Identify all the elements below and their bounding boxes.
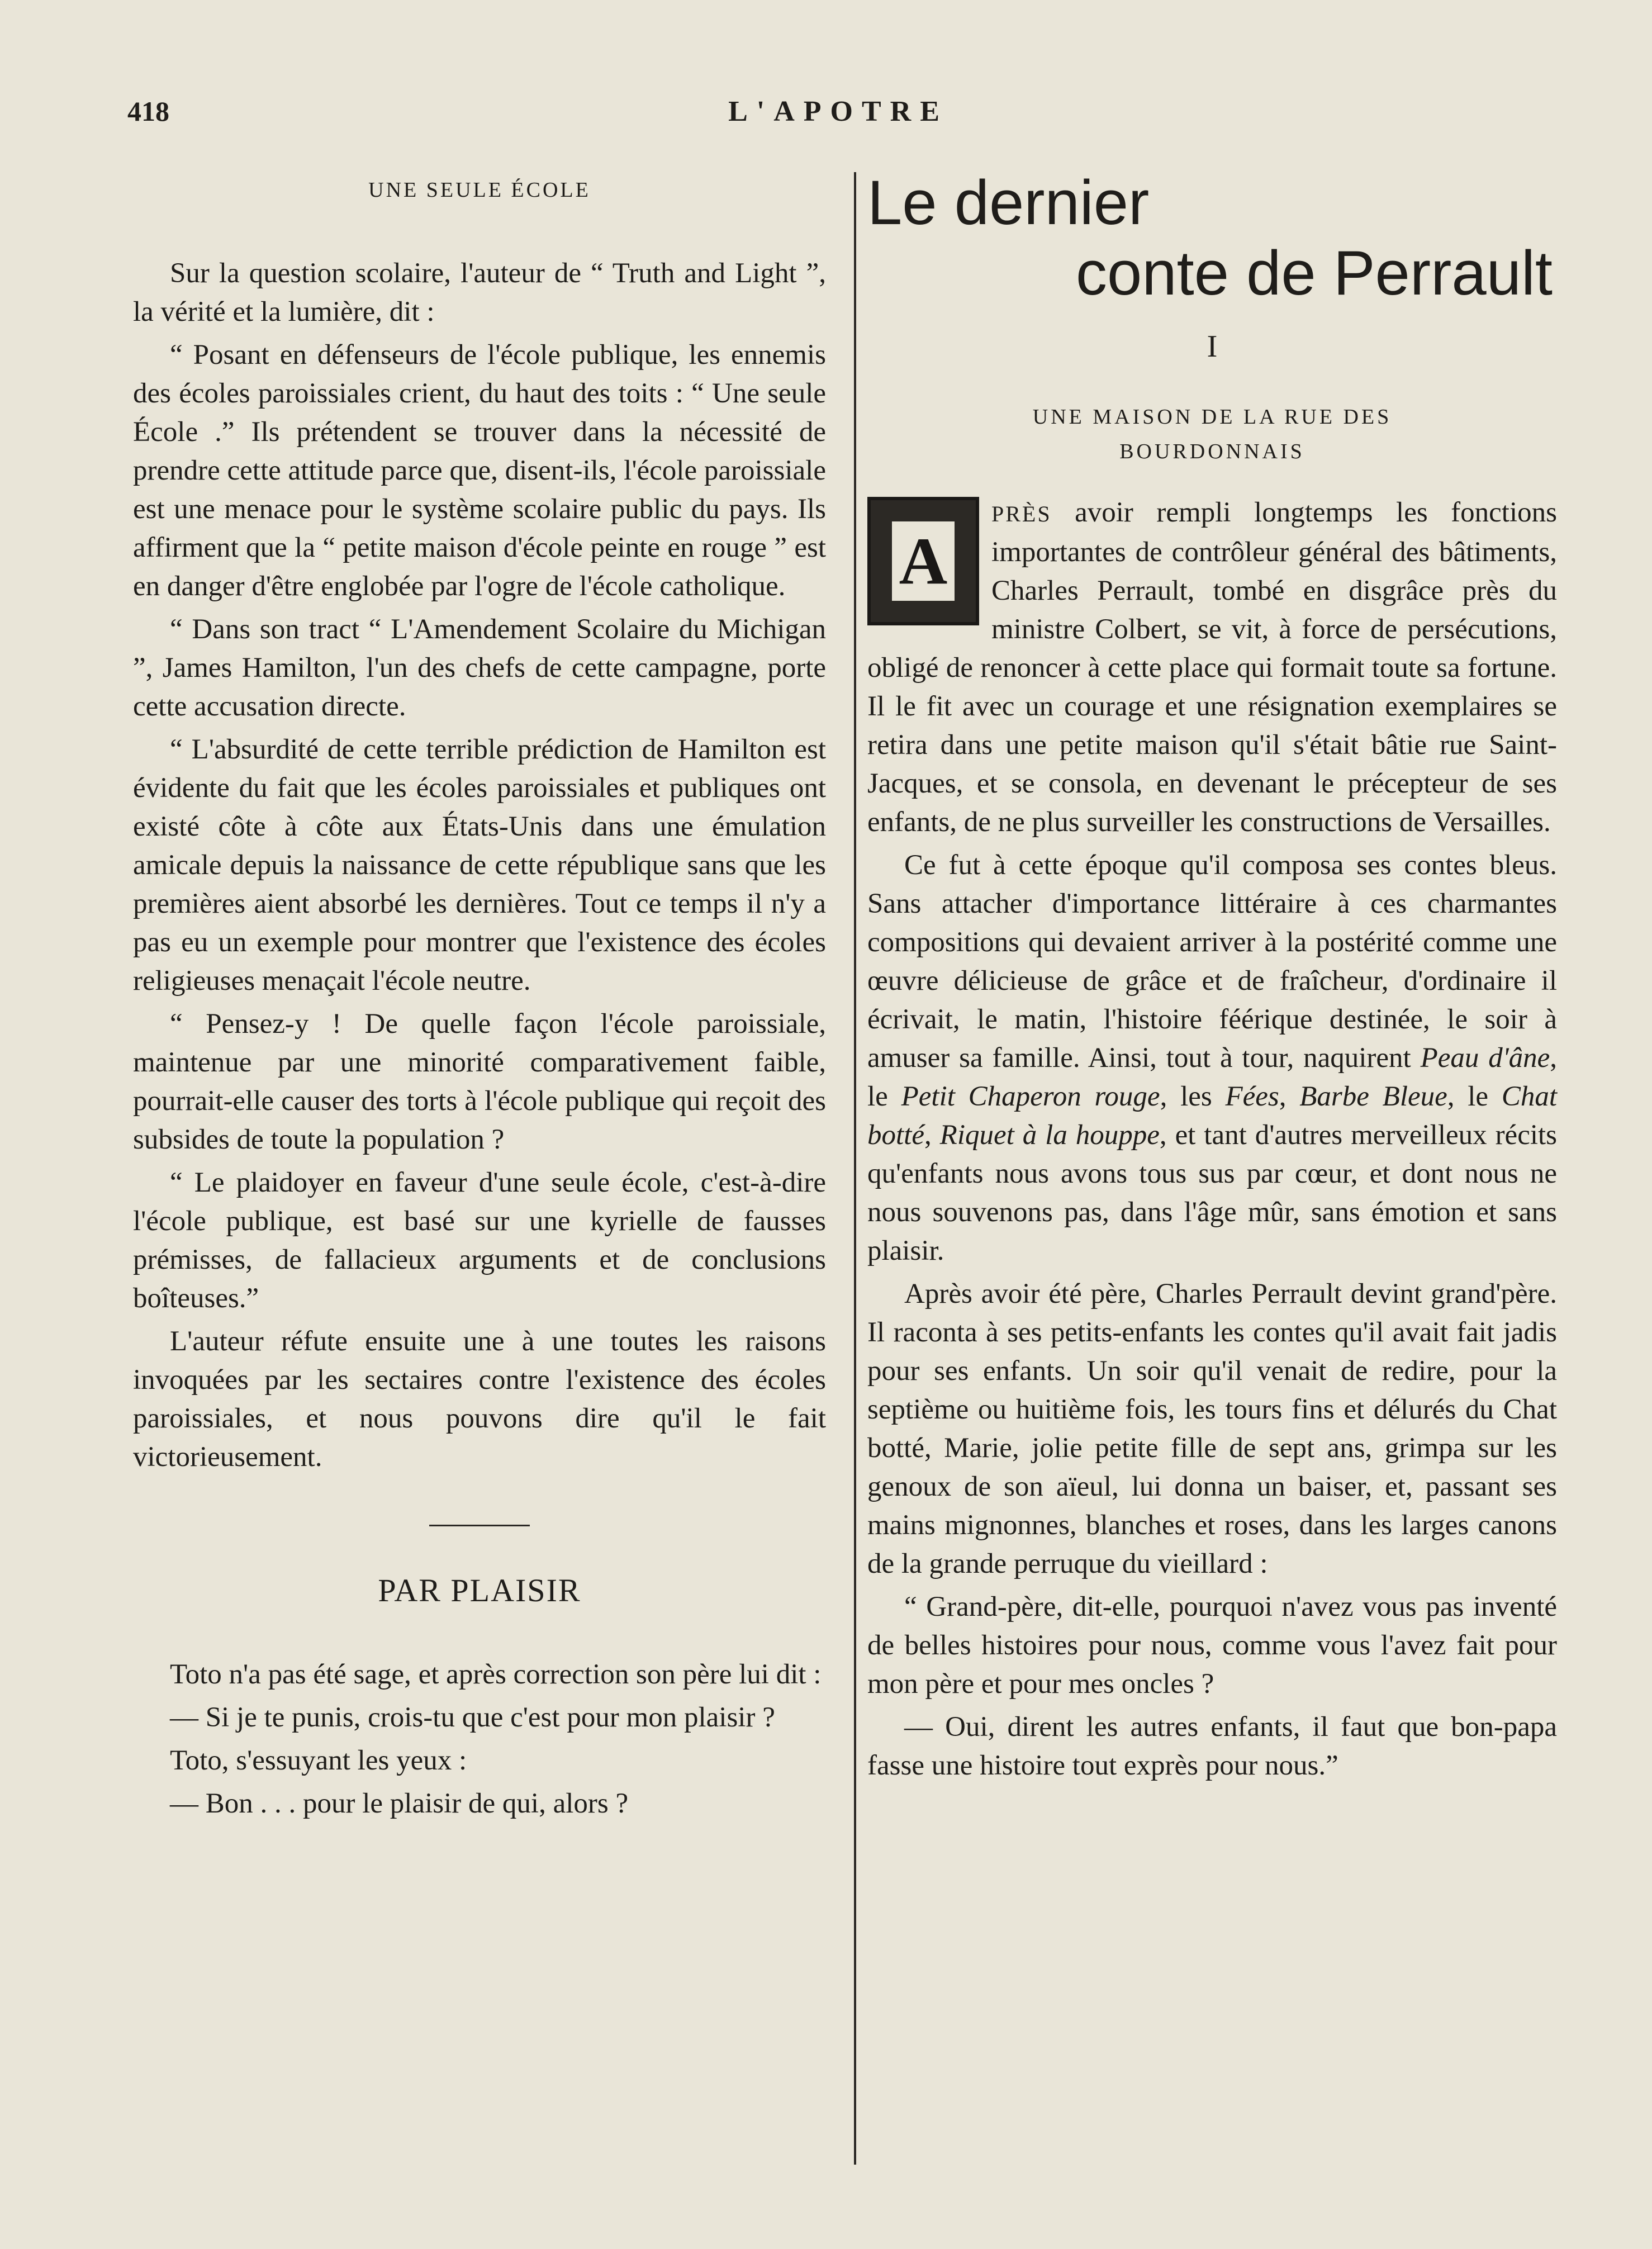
page-number: 418	[127, 96, 169, 127]
chapter-title-line1: UNE MAISON DE LA RUE DES	[1032, 405, 1392, 429]
paragraph: “ Grand-père, dit-elle, pourquoi n'avez vous pas inventé de belles histoires pour nous, comme vous l'avez fait pour mon père et pour mes oncles ?	[867, 1591, 1557, 1700]
paragraph-text: , et tant d'autres merveilleux récits qu'enfants nous avons tous sus par cœur, et dont nous ne nous souvenons pas, dans l'âge mûr, sans émotion et sans plaisir.	[867, 1119, 1558, 1266]
story-title-line1: Le dernier	[867, 168, 1150, 238]
tale-title: Barbe Bleue	[1299, 1081, 1447, 1112]
smallcaps-text: PRÈS	[991, 501, 1052, 526]
paragraph: Toto n'a pas été sage, et après correction son père lui dit :	[170, 1659, 822, 1690]
paragraph: Sur la question scolaire, l'auteur de “ Truth and Light ”, la vérité et la lumière, dit :	[133, 258, 826, 328]
paragraph-text: , le	[1447, 1081, 1502, 1112]
drop-cap-letter: A	[899, 524, 948, 598]
paragraph-text: Ce fut à cette époque qu'il composa ses contes bleus. Sans attacher d'importance littéraire à ces charmantes compositions qui devaient arriver à la postérité comme une œuvre délicieuse de grâce et de fraîcheur, d'ordinaire il écrivait, le matin, l'histoire féérique destinée, le soir à amuser sa famille. Ainsi, tout à tour, naquirent	[867, 850, 1557, 1074]
paragraph: — Si je te punis, crois-tu que c'est pour mon plaisir ?	[170, 1702, 775, 1733]
paragraph: Après avoir été père, Charles Perrault devint grand'père. Il raconta à ses petits-enfants les contes qu'il avait fait jadis pour ses enfants. Un soir qu'il venait de redire, pour la septième ou huitième fois, les tours fins et délurés du Chat botté, Marie, jolie petite fille de sept ans, grimpa sur les genoux de son aïeul, lui donna un baiser, et, passant ses mains mignonnes, blanches et roses, dans les larges canons de la grande perruque du vieillard :	[867, 1278, 1557, 1579]
paragraph: “ Pensez-y ! De quelle façon l'école paroissiale, maintenue par une minorité comparativement faible, pourrait-elle causer des torts à l'école publique qui reçoit des subsides de toute la population ?	[133, 1008, 826, 1155]
paragraph-text: ,	[924, 1119, 940, 1151]
running-head	[123, 95, 1554, 134]
drop-cap	[867, 497, 979, 625]
story-title-line2: conte de Perrault	[1076, 238, 1553, 308]
tale-title: Riquet à la houppe	[939, 1119, 1160, 1151]
paragraph	[867, 494, 1557, 842]
tale-title: Chat botté	[867, 1081, 1558, 1151]
right-column	[867, 168, 1557, 1790]
paragraph-text: , le	[867, 1042, 1557, 1112]
paragraph: — Bon . . . pour le plaisir de qui, alors ?	[170, 1788, 629, 1819]
tale-title: Fées	[1225, 1081, 1279, 1112]
paragraph	[867, 846, 1557, 1270]
journal-title: L'APOTRE	[728, 96, 948, 127]
chapter-title-line2: BOURDONNAIS	[1119, 440, 1305, 463]
plaisir-heading: PAR PLAISIR	[378, 1572, 581, 1609]
tale-title: Peau d'âne	[1420, 1042, 1550, 1074]
tale-title: Petit Chaperon rouge	[901, 1081, 1160, 1112]
paragraph: — Oui, dirent les autres enfants, il faut que bon-papa fasse une histoire tout exprès pour nous.”	[867, 1711, 1557, 1781]
column-rule	[854, 172, 856, 2165]
paragraph: “ Le plaidoyer en faveur d'une seule école, c'est-à-dire l'école publique, est basé sur une kyrielle de fausses prémisses, de fallacieux arguments et de conclusions boîteuses.”	[133, 1167, 826, 1314]
paragraph: “ Dans son tract “ L'Amendement Scolaire du Michigan ”, James Hamilton, l'un des chefs de cette campagne, porte cette accusation directe.	[133, 614, 826, 722]
paragraph: “ L'absurdité de cette terrible prédiction de Hamilton est évidente du fait que les écoles paroissiales et publiques ont existé côte à côte aux États-Unis dans une émulation amicale depuis la naissance de cette république sans que les premières aient absorbé les dernières. Tout ce temps il n'y a pas eu un exemple pour montrer que l'existence des écoles religieuses menaçait l'école neutre.	[133, 734, 826, 997]
chapter-number: I	[1207, 329, 1218, 364]
paragraph-text: , les	[1160, 1081, 1226, 1112]
paragraph: Toto, s'essuyant les yeux :	[170, 1745, 467, 1776]
section-divider	[429, 1525, 530, 1526]
section-heading: UNE SEULE ÉCOLE	[368, 178, 591, 202]
paragraph-text: avoir rempli longtemps les fonctions importantes de contrôleur général des bâtiments, Charles Perrault, tombé en disgrâce près du ministre Colbert, se vit, à force de persécutions, obligé de renoncer à cette place qui formait toute sa fortune. Il le fit avec un courage et une résignation exemplaires se retira dans une petite maison qu'il s'était bâtie rue Saint-Jacques, et se consola, en devenant le précepteur de ses enfants, de ne plus surveiller les constructions de Versailles.	[867, 497, 1557, 838]
paragraph: L'auteur réfute ensuite une à une toutes les raisons invoquées par les sectaires contre l'existence des écoles paroissiales, et nous pouvons dire qu'il le fait victorieusement.	[133, 1326, 826, 1473]
paragraph-text: ,	[1279, 1081, 1300, 1112]
chapter-title	[867, 400, 1557, 469]
left-column	[133, 168, 826, 1828]
paragraph: “ Posant en défenseurs de l'école publique, les ennemis des écoles paroissiales crient, du haut des toits : “ Une seule École .” Ils prétendent se trouver dans la nécessité de prendre cette attitude parce que, disent-ils, l'école paroissiale est une menace pour le système scolaire public du pays. Ils affirment que la “ petite maison d'école peinte en rouge ” est en danger d'être englobée par l'ogre de l'école catholique.	[133, 339, 826, 602]
story-title	[867, 168, 1557, 309]
